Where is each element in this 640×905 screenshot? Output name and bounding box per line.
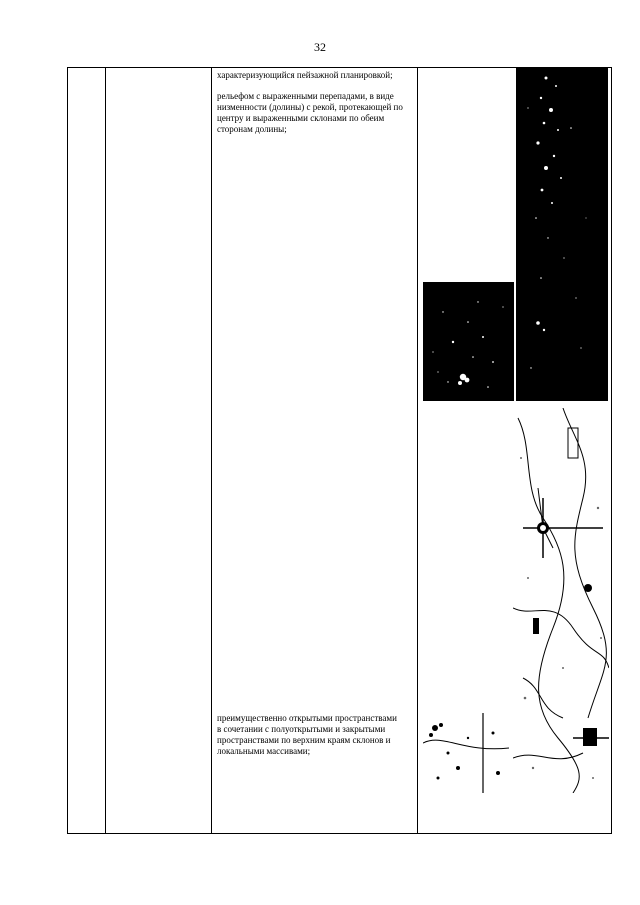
terrain-map-fragment — [423, 713, 509, 793]
topographic-map — [513, 408, 609, 793]
description-cell — [217, 70, 409, 145]
column-divider-2 — [211, 68, 212, 833]
aerial-photo-night-small — [423, 282, 514, 401]
characteristics-table — [67, 67, 612, 834]
page-number: 32 — [314, 40, 326, 54]
column-divider-3 — [417, 68, 418, 833]
description-paragraph-1: характеризующийся пейзажной планировкой; — [217, 70, 393, 80]
aerial-photo-night-tall — [516, 68, 608, 401]
description-paragraph-3: преимущественно открытыми пространствами в сочетании с полуоткрытыми и закрытыми пространствами по верхним краям склонов и локальными массивами; — [217, 713, 397, 756]
column-divider-1 — [105, 68, 106, 833]
description-paragraph-2: рельефом с выраженными перепадами, в виде низменности (долины) с рекой, протекающей по центру и выраженными склонами по обеим сторонам долины; — [217, 91, 403, 134]
